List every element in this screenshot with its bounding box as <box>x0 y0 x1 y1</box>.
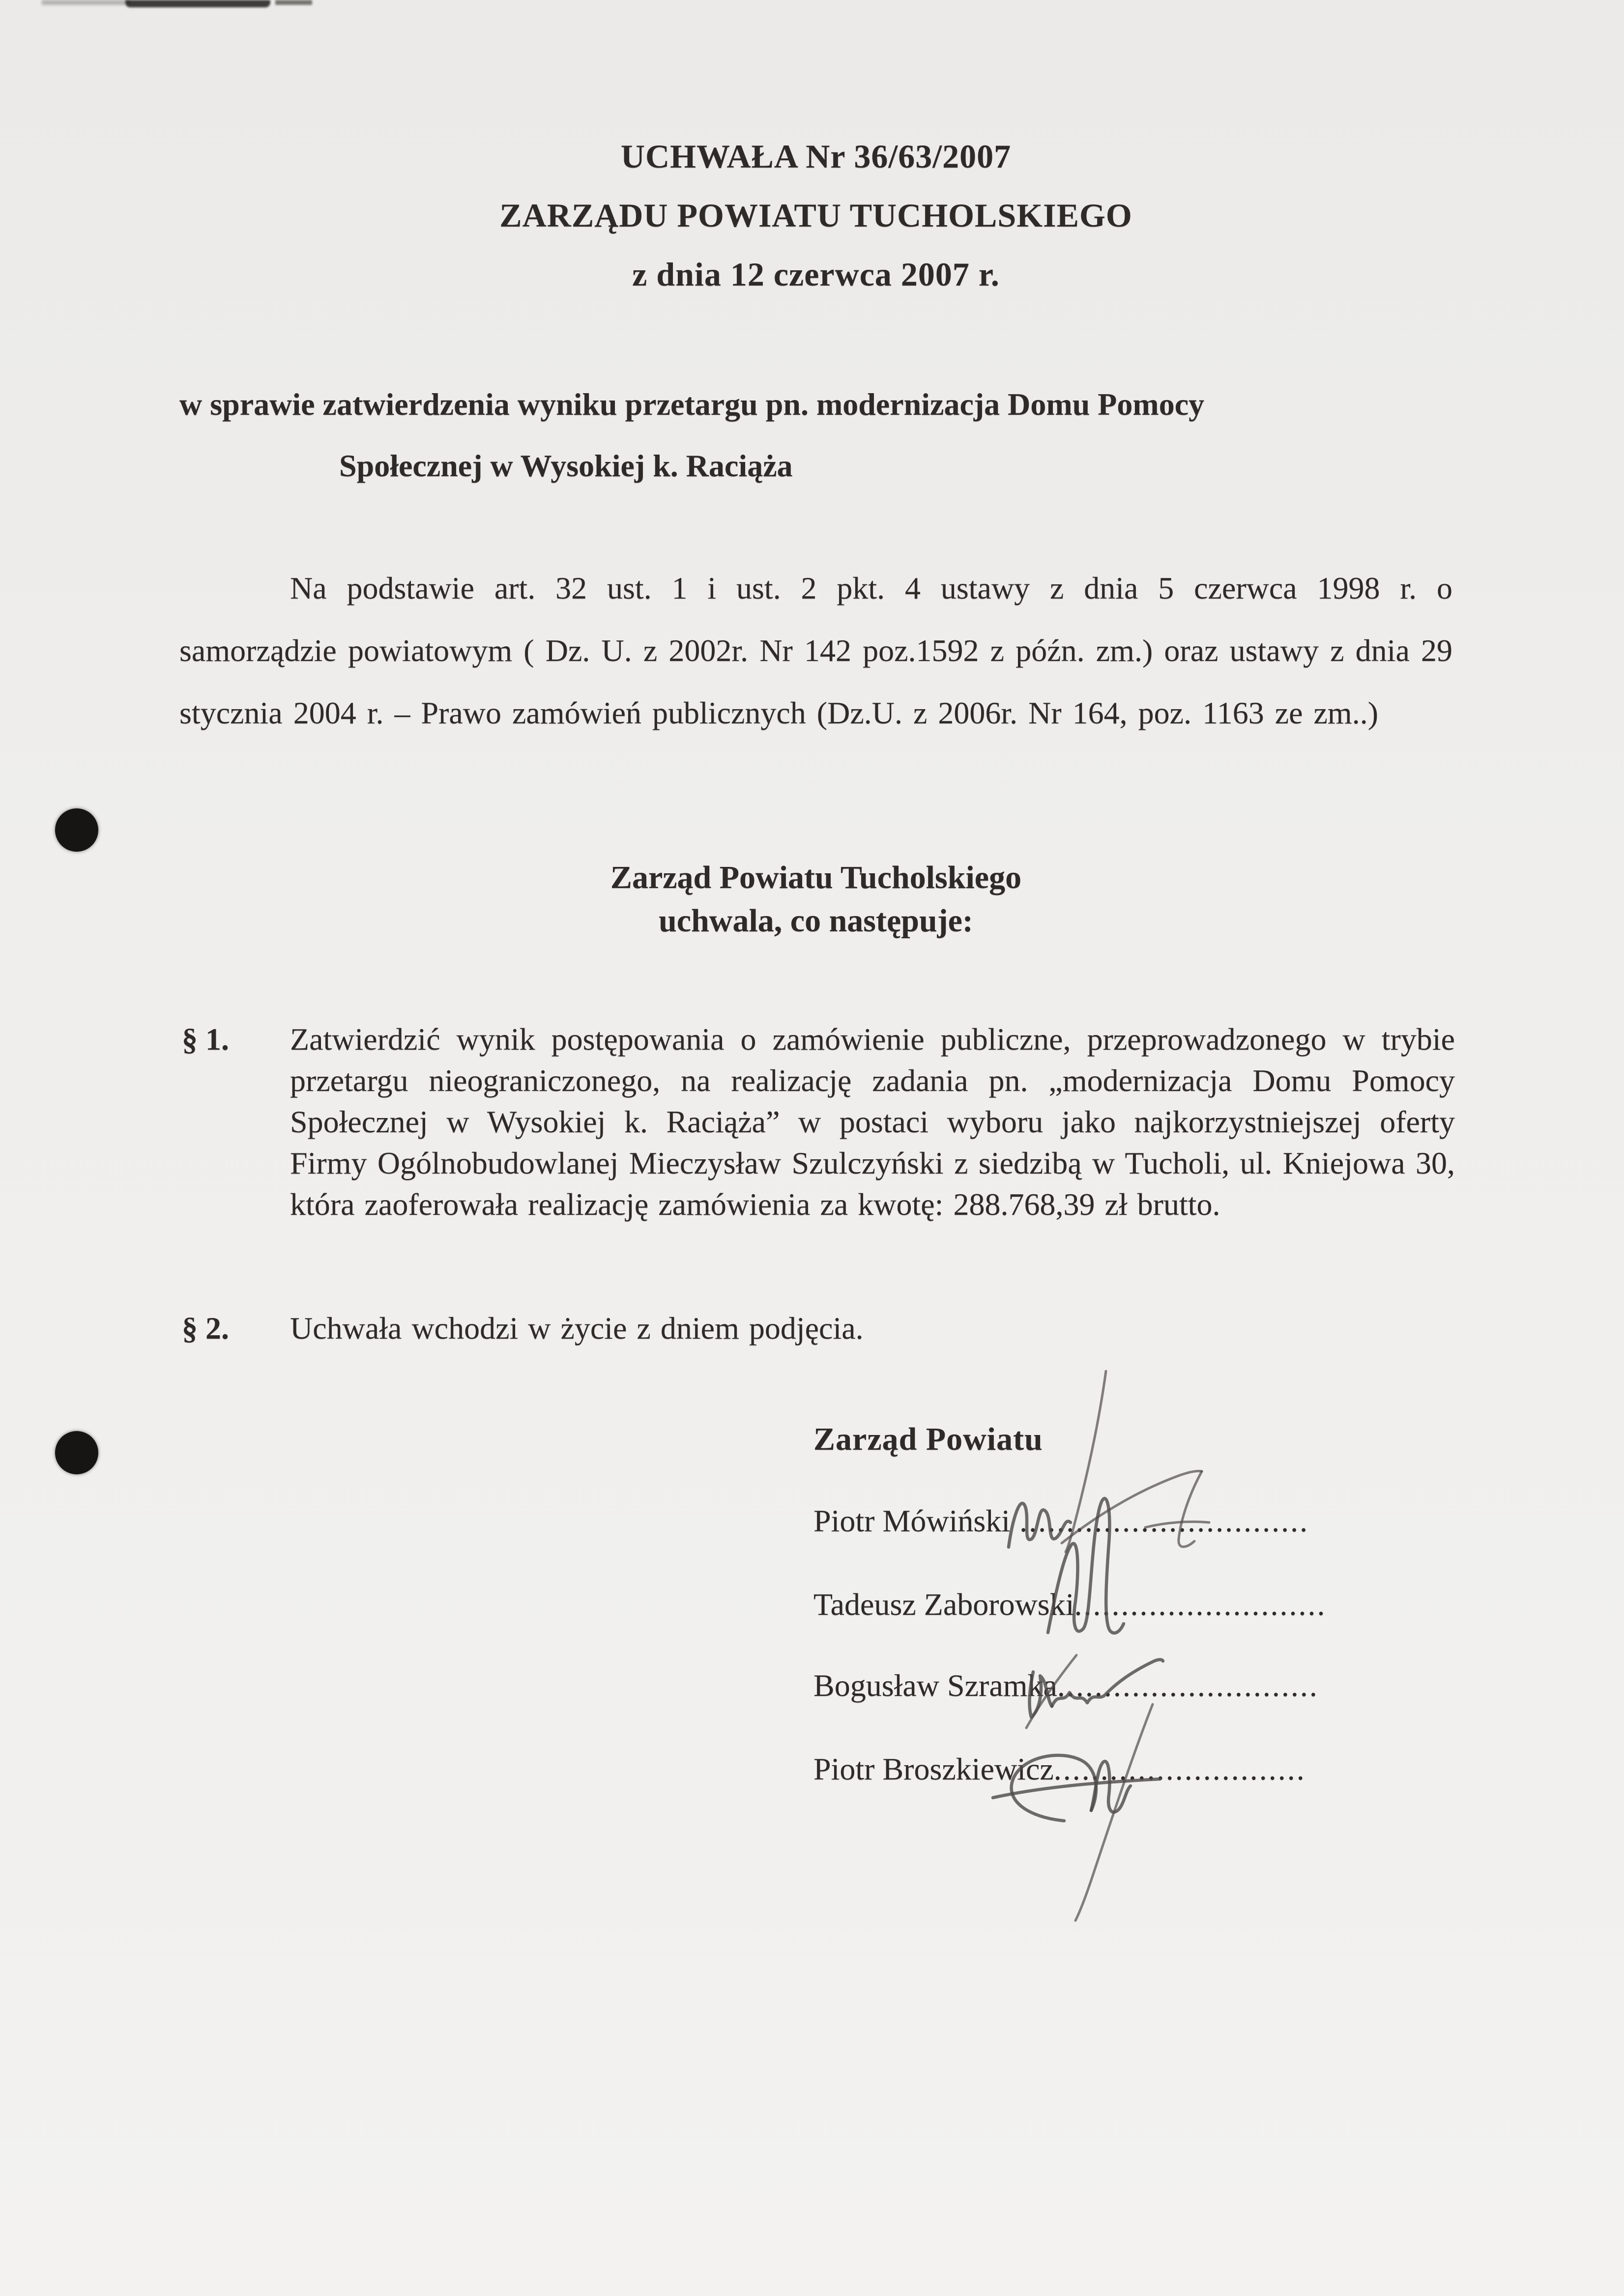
signature-block-heading: Zarząd Powiatu <box>813 1421 1043 1457</box>
signatory-name: Bogusław Szramka <box>813 1668 1057 1703</box>
title-authority-line: ZARZĄDU POWIATU TUCHOLSKIEGO <box>499 197 1132 234</box>
section-1 <box>179 1019 1455 1225</box>
hole-punch-mark-top <box>55 808 98 852</box>
section-2-text: Uchwała wchodzi w życie z dniem podjęcia. <box>290 1311 864 1346</box>
signatory-row <box>813 1584 1326 1625</box>
signature-piotr-broszkiewicz-ink <box>993 1704 1160 1921</box>
title-date-line: z dnia 12 czerwca 2007 r. <box>632 256 1000 293</box>
signature-dotted-line: ............................... <box>1010 1503 1309 1538</box>
signatory-name: Piotr Broszkiewicz <box>813 1751 1054 1786</box>
enacting-line-2: uchwala, co następuje: <box>659 903 973 939</box>
signatory-row <box>813 1665 1319 1706</box>
section-2 <box>179 1308 1455 1349</box>
subject-block <box>179 373 1452 496</box>
scan-artifact-top-edge <box>275 0 312 5</box>
legal-basis-paragraph: Na podstawie art. 32 ust. 1 i ust. 2 pkt. 4 ustawy z dnia 5 czerwca 1998 r. o samorządzie powiatowym ( Dz. U. z 2002r. Nr 142 poz.1592 z późn. zm.) oraz ustawy z dnia 29 stycznia 2004 r. – Prawo zamówień publicznych (Dz.U. z 2006r. Nr 164, poz. 1163 ze zm..) <box>179 571 1452 730</box>
signatory-row <box>813 1500 1309 1542</box>
signature-dotted-line: ............................ <box>1057 1668 1319 1703</box>
enacting-formula <box>179 856 1452 943</box>
scan-artifact-top-edge <box>125 0 270 7</box>
section-1-text: Zatwierdzić wynik postępowania o zamówienie publiczne, przeprowadzonego w trybie przetargu nieograniczonego, na realizację zadania pn. „modernizacja Domu Pomocy Społecznej w Wysokiej k. Raciąża” w postaci wyboru jako najkorzystniejszej oferty Firmy Ogólnobudowlanej Mieczysław Szulczyński z siedzibą w Tucholi, ul. Kniejowa 30, która zaoferowała realizację zamówienia za kwotę: 288.768,39 zł brutto. <box>290 1022 1455 1222</box>
scan-artifact-top-edge <box>42 0 130 5</box>
section-1-number: § 1. <box>182 1022 229 1057</box>
hole-punch-mark-bottom <box>55 1431 98 1474</box>
signatory-row <box>813 1749 1306 1790</box>
subject-line-2: Społecznej w Wysokiej k. Raciąża <box>339 448 793 483</box>
subject-line-1: w sprawie zatwierdzenia wyniku przetargu pn. modernizacja Domu Pomocy <box>179 387 1205 422</box>
section-2-number: § 2. <box>182 1311 229 1346</box>
enacting-line-1: Zarząd Powiatu Tucholskiego <box>610 860 1022 895</box>
signatory-name: Tadeusz Zaborowski <box>813 1587 1074 1622</box>
signatory-name: Piotr Mówiński <box>813 1503 1011 1538</box>
title-number-line: UCHWAŁA Nr 36/63/2007 <box>620 138 1012 175</box>
signature-dotted-line: ........................... <box>1053 1751 1306 1786</box>
signature-dotted-line: ........................... <box>1074 1587 1327 1622</box>
document-title <box>179 127 1452 304</box>
